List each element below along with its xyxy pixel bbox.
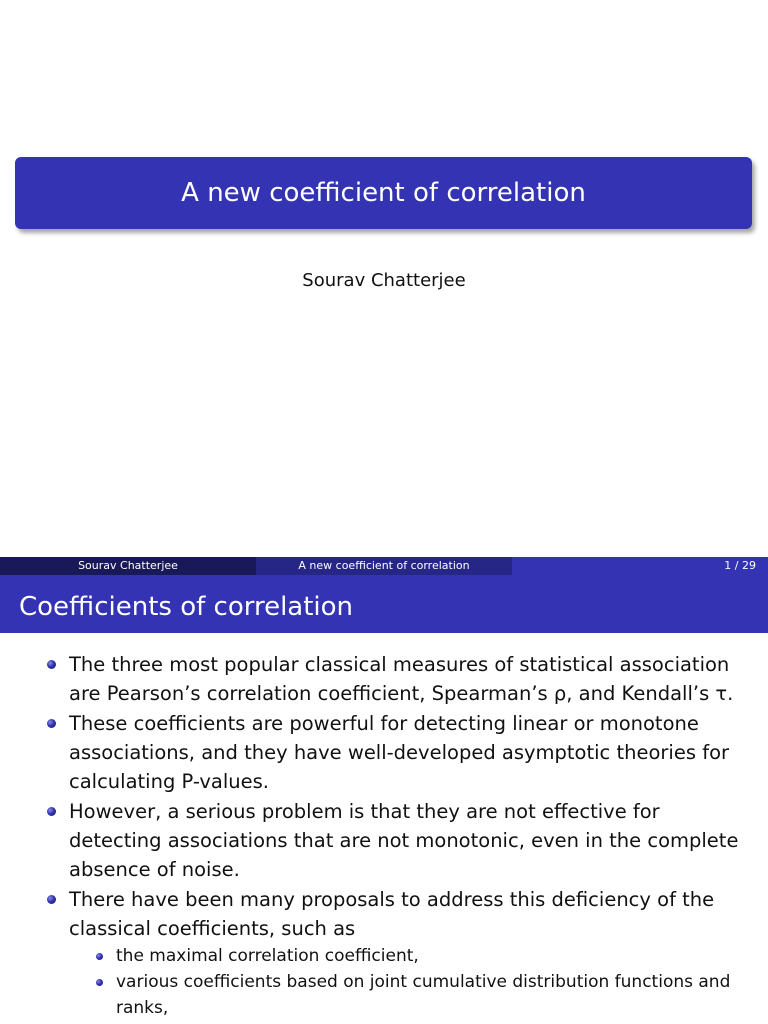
slide-footer: [0, 557, 768, 575]
bullet-list: [0, 650, 768, 1021]
frame-title: Coefficients of correlation: [0, 575, 768, 633]
bullet-icon: [47, 719, 56, 728]
bullet-text: The three most popular classical measures of statistical association are Pearson’s correlation coefficient, Spearman’s ρ, and Kendall’s τ.: [69, 653, 734, 705]
sub-bullet-icon: [96, 979, 103, 986]
bullet-text: However, a serious problem is that they are not effective for detecting associations that are not monotonic, even in the complete absence of noise.: [69, 800, 739, 881]
slide-title: A new coefficient of correlation: [181, 178, 586, 208]
list-item: [0, 709, 768, 796]
list-item: [0, 797, 768, 884]
footer-page-number: 1 / 29: [512, 557, 768, 575]
list-item: [0, 885, 768, 943]
bullet-icon: [47, 895, 56, 904]
footer-author: Sourav Chatterjee: [0, 557, 256, 575]
footer-title: A new coefficient of correlation: [256, 557, 512, 575]
sub-bullet-text: the maximal correlation coefficient,: [116, 946, 419, 966]
sub-bullet-text: various coefficients based on joint cumulative distribution functions and ranks,: [116, 972, 731, 1018]
bullet-icon: [47, 807, 56, 816]
bullet-icon: [47, 660, 56, 669]
sub-bullet-icon: [96, 953, 103, 960]
list-item: [0, 650, 768, 708]
sub-bullet-list: [0, 943, 768, 1021]
slide-title-box: [15, 157, 752, 229]
slide-author: Sourav Chatterjee: [302, 270, 466, 291]
bullet-text: There have been many proposals to address this deficiency of the classical coefficients, such as: [69, 888, 715, 940]
sub-list-item: [0, 943, 768, 969]
sub-list-item: [0, 969, 768, 1021]
bullet-text: These coefficients are powerful for detecting linear or monotone associations, and they have well-developed asymptotic theories for calculating P-values.: [69, 712, 730, 793]
